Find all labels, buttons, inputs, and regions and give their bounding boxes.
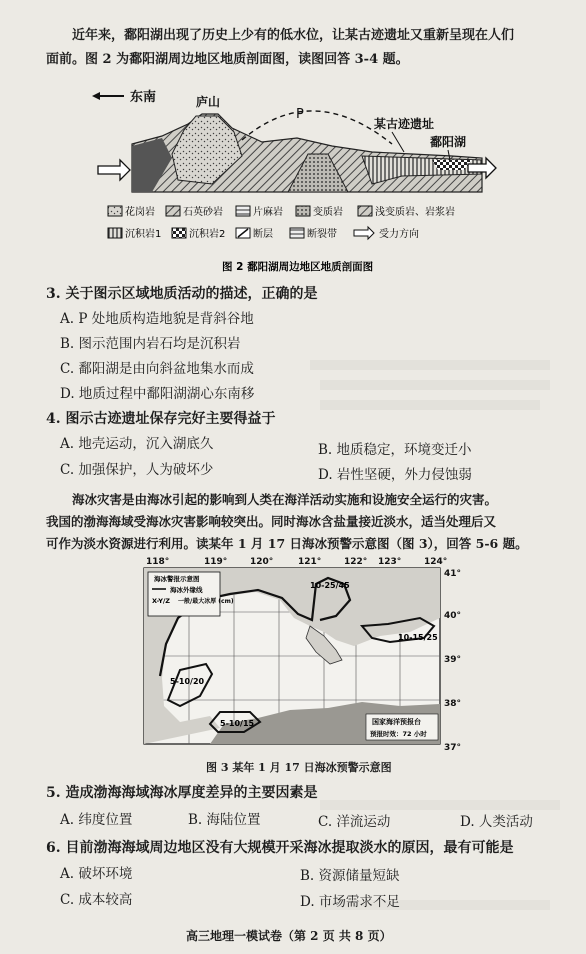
legend-sedimentary-2: 沉积岩2: [189, 229, 226, 240]
legend-force-direction: 受力方向: [379, 229, 419, 240]
q3-option-b: B. 图示范围内岩石均是沉积岩: [60, 336, 241, 352]
q5-option-c: C. 洋流运动: [318, 814, 391, 830]
figure-2-caption: 图 2 鄱阳湖周边地区地质剖面图: [222, 261, 374, 273]
lon-123: 123°: [378, 557, 402, 567]
legend-fracture-zone: 断裂带: [307, 229, 337, 240]
legend-swatch-fracture-zone: [290, 228, 304, 238]
q3-option-a: A. P 处地质构造地貌是背斜谷地: [60, 311, 254, 327]
figure-3-caption: 图 3 某年 1 月 17 日海冰预警示意图: [206, 761, 392, 774]
lat-38: 38°: [444, 699, 462, 709]
q3-stem: 3. 关于图示区域地质活动的描述，正确的是: [46, 286, 318, 302]
eroded-anticline-dashed: [242, 111, 392, 144]
q4-option-c: C. 加强保护，人为破坏少: [60, 462, 214, 478]
legend-swatch-metamorphic: [296, 206, 310, 216]
lat-41: 41°: [444, 569, 462, 579]
lon-124: 124°: [424, 557, 448, 567]
legend-swatch-sedimentary-1: [108, 228, 122, 238]
q4-option-b: B. 地质稳定，环境变迁小: [318, 442, 472, 458]
legend-low-metamorphic: 浅变质岩、岩浆岩: [375, 207, 455, 218]
q5-stem: 5. 造成渤海海域海冰厚度差异的主要因素是: [46, 785, 318, 801]
q6-option-d: D. 市场需求不足: [300, 894, 400, 910]
legend-gneiss: 片麻岩: [253, 207, 283, 218]
legend-swatch-sedimentary-2: [172, 228, 186, 238]
q5-option-b: B. 海陆位置: [188, 812, 261, 828]
lon-120: 120°: [250, 557, 274, 567]
intro2-line-3: 可作为淡水资源进行利用。读某年 1 月 17 日海冰预警示意图（图 3），回答 5-6 题。: [46, 536, 528, 551]
label-site: 某古迹遗址: [374, 117, 435, 131]
intro-line-1: 近年来，鄱阳湖出现了历史上少有的低水位，让某古迹遗址又重新呈现在人们: [72, 28, 515, 43]
q3-option-c: C. 鄱阳湖是由向斜盆地集水而成: [60, 361, 254, 377]
legend-ice-edge: 海冰外缘线: [170, 586, 203, 594]
legend-swatch-quartz-sandstone: [166, 206, 180, 216]
legend-sedimentary-1: 沉积岩1: [125, 229, 162, 240]
ice-label-south: 5-10/15: [220, 719, 255, 728]
legend-row-2: [108, 227, 419, 240]
lon-122: 122°: [344, 557, 368, 567]
legend-swatch-granite: [108, 206, 122, 216]
legend-fault: 断层: [253, 229, 273, 240]
legend-thickness: 一般/最大冰厚 (cm): [178, 598, 234, 605]
legend-quartz-sandstone: 石英砂岩: [183, 207, 223, 218]
ice-label-west: 5-10/20: [170, 677, 205, 686]
forecast-validity: 预报时效：72 小时: [370, 730, 427, 738]
sea-ice-map: [140, 556, 470, 756]
lon-118: 118°: [146, 557, 170, 567]
lat-40: 40°: [444, 611, 462, 621]
legend-title: 海冰警报示意图: [154, 575, 200, 583]
intro-line-2: 面前。图 2 为鄱阳湖周边地区地质剖面图，读图回答 3-4 题。: [46, 52, 409, 67]
lat-37: 37°: [444, 743, 462, 753]
page-footer: 高三地理一模试卷（第 2 页 共 8 页）: [186, 929, 392, 943]
agency-name: 国家海洋预报台: [372, 718, 421, 726]
lat-39: 39°: [444, 655, 462, 665]
q5-option-a: A. 纬度位置: [60, 812, 133, 828]
legend-row-1: [108, 205, 455, 218]
legend-xyz: X-Y/Z: [152, 597, 171, 605]
intro2-line-2: 我国的渤海海域受海冰灾害影响较突出。同时海冰含盐量接近淡水，适当处理后又: [46, 514, 497, 529]
q6-option-b: B. 资源储量短缺: [300, 868, 400, 884]
figure-2-cross-section: [92, 84, 498, 280]
q4-option-a: A. 地壳运动，沉入湖底久: [60, 436, 214, 452]
q5-option-d: D. 人类活动: [460, 814, 533, 830]
lon-121: 121°: [298, 557, 322, 567]
label-lushan: 庐山: [196, 95, 221, 109]
label-southeast: 东南: [130, 90, 157, 105]
q6-stem: 6. 目前渤海海域周边地区没有大规模开采海冰提取淡水的原因，最有可能是: [46, 840, 514, 856]
intro2-line-1: 海冰灾害是由海冰引起的影响到人类在海洋活动实施和设施安全运行的灾害。: [72, 492, 498, 507]
force-arrow-left: [98, 160, 130, 180]
q4-stem: 4. 图示古迹遗址保存完好主要得益于: [46, 411, 276, 427]
q3-option-d: D. 地质过程中鄱阳湖湖心东南移: [60, 386, 255, 402]
cross-section-diagram: [92, 84, 498, 280]
label-poyang-lake: 鄱阳湖: [430, 135, 467, 149]
figure-3-sea-ice-map: [140, 556, 470, 756]
q6-option-a: A. 破坏环境: [60, 866, 133, 882]
ice-label-north: 10-25/45: [310, 581, 350, 590]
legend-granite: 花岗岩: [125, 207, 155, 218]
legend-swatch-low-metamorphic: [358, 206, 372, 216]
label-p: P: [296, 107, 304, 122]
legend-metamorphic: 变质岩: [313, 207, 343, 218]
legend-swatch-force-direction: [354, 227, 374, 239]
lon-119: 119°: [204, 557, 228, 567]
q4-option-d: D. 岩性坚硬，外力侵蚀弱: [318, 467, 472, 483]
q6-option-c: C. 成本较高: [60, 892, 133, 908]
legend-swatch-gneiss: [236, 206, 250, 216]
ice-label-east: 10-15/25: [398, 633, 438, 642]
